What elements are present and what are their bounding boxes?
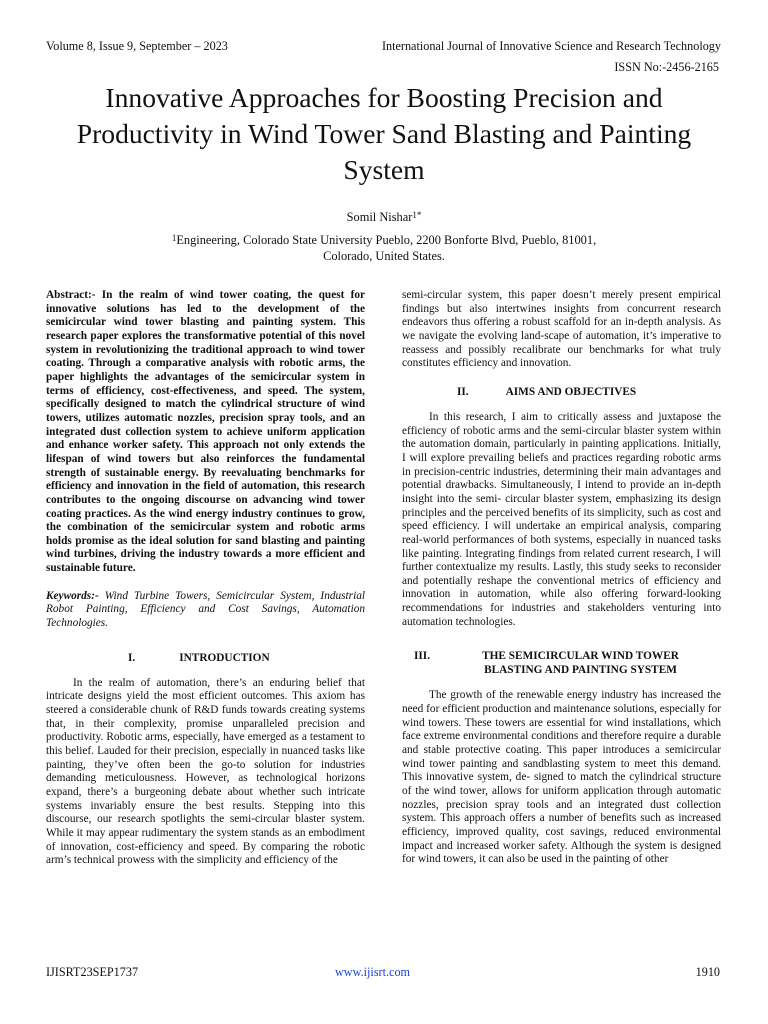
section-heading-system — [402, 649, 721, 677]
introduction-continuation: semi-circular system, this paper doesn’t merely present empirical findings but also intertwines insights from concurrent research endeavors thus offering a robust scaffold for an in-depth analysis. As we navigate the evolving land-scape of automation, it’s imperative to reassess and possibly recalibrate our benchmarks for what truly constitutes efficiency and innovation. — [402, 289, 721, 370]
section-heading-aims — [402, 385, 721, 399]
section-title-line-2: BLASTING AND PAINTING SYSTEM — [484, 664, 677, 677]
author-superscript: 1* — [412, 210, 422, 220]
website-link[interactable]: www.ijisrt.com — [335, 965, 411, 979]
keywords-text: Wind Turbine Towers, Semicircular System, Industrial Robot Painting, Efficiency and Cost Savings, Automation Technologies. — [46, 589, 365, 630]
keywords-label: Keywords:- — [46, 589, 99, 602]
issn: ISSN No:-2456-2165 — [614, 60, 719, 74]
section-title: AIMS AND OBJECTIVES — [505, 385, 637, 398]
affiliation-text-1: Engineering, Colorado State University Pueblo, 2200 Bonforte Blvd, Pueblo, 81001, — [176, 233, 597, 247]
abstract: Abstract:- In the realm of wind tower coating, the quest for innovative solutions has led to the development of the semicircular wind tower blasting and painting system. This research paper explores the transformative potential of this novel system in revolutionizing the traditional approach to wind tower coating. Through a comparative analysis with robotic arms, the paper highlights the advantages of the semicircular system in terms of efficiency, cost-effectiveness, and speed. The system, specifically designed to match the cylindrical structure of wind towers, utilizes automatic nozzles, precision spray tools, and an integrated dust collection system to achieve uniform application and enhance worker safety. This approach not only extends the lifespan of wind towers but also reinforces the fundamental strength of sustainable energy. By reevaluating benchmarks for efficiency and innovation in the field of automation, this research contributes to the ongoing discourse on advancing wind tower coating practices. As the wind energy industry continues to grow, the combination of the semicircular system and robotic arms holds promise as the ideal solution for sand blasting and painting wind turbines, driving the industry towards a more efficient and sustainable future. — [46, 289, 365, 575]
volume-issue: Volume 8, Issue 9, September – 2023 — [46, 39, 228, 53]
section-title-line-1: THE SEMICIRCULAR WIND TOWER — [482, 650, 679, 663]
paper-id: IJISRT23SEP1737 — [46, 965, 139, 979]
paper-title: Innovative Approaches for Boosting Precision and Productivity in Wind Tower Sand Blasting and Painting System — [76, 82, 692, 185]
aims-paragraph: In this research, I aim to critically assess and juxtapose the efficiency of robotic arms and the semi-circular blaster system within the automation domain, particularly in painting applications. Initially, I will explore prevailing beliefs and practices regarding robotic arms in precision-centric industries, determining their main advantages and potential drawbacks. Simultaneously, I intend to provide an in-depth insight into the semi- circular blaster system, emphasizing its design principles and the perceived benefits of its simplicity, such as cost and speed efficiency. I will undertake an empirical analysis, comparing real-world performances of both systems, especially in nuanced tasks like painting. Integrating findings from related current research, I will further contextualize my results. Lastly, this study seeks to reconsider and potentially reshape the conventional metrics of efficiency and innovation in automation, while also offering forward-looking recommendations for industries and stakeholders venturing into automation technologies. — [402, 410, 721, 628]
section-heading-introduction — [46, 651, 365, 665]
keywords — [46, 590, 365, 631]
left-column — [46, 289, 365, 868]
affiliation-superscript: 1 — [171, 233, 177, 243]
page-number: 1910 — [695, 965, 720, 979]
system-paragraph: The growth of the renewable energy industry has increased the need for efficient production and maintenance solutions, especially for wind towers. These towers are essential for wind installations, which face extreme environmental conditions and therefore require a durable and stable protective coating. This paper introduces a semicircular wind tower painting and sandblasting system to meet this demand. This innovative system, de- signed to match the cylindrical structure of the wind tower, allows for uniform application through automatic nozzles, precision spray tools and an integrated dust collection system. This approach offers a number of benefits such as increased efficiency, improved quality, cost savings, reduced environmental impact and increased worker safety. Although the system is designed for wind towers, it can also be used in the painting of other — [402, 689, 721, 866]
affiliation-line-2: Colorado, United States. — [323, 249, 445, 263]
introduction-paragraph: In the realm of automation, there’s an enduring belief that intricate designs yield the most efficient outcomes. This axiom has steered a considerable chunk of R&D funds towards creating systems that, in their complexity, promise unparalleled precision and productivity. Robotic arms, especially, have emerged as a testament to this belief. Lauded for their precision, especially in nuanced tasks like painting, they’ve often been the go-to solution for industries demanding meticulousness. However, as technological horizons expand, there’s a burgeoning debate about whether such intricate systems invariably ensure the best results. Stepping into this discourse, our research spotlights the semi-circular blaster system. While it may appear rudimentary the system stands as an embodiment of innovation, cost-efficiency and speed. By comparing the robotic arm’s technical prowess with the simplicity and efficiency of the — [46, 676, 365, 867]
right-column — [402, 289, 721, 867]
section-number: III. — [414, 650, 431, 663]
journal-name: International Journal of Innovative Science and Research Technology — [381, 39, 721, 53]
section-title: INTRODUCTION — [179, 651, 270, 664]
author-line — [0, 209, 768, 225]
section-number: I. — [128, 651, 136, 664]
author-name: Somil Nishar — [346, 210, 413, 224]
section-number: II. — [457, 385, 469, 398]
affiliation-line-1 — [0, 232, 768, 248]
section-title — [440, 649, 721, 677]
